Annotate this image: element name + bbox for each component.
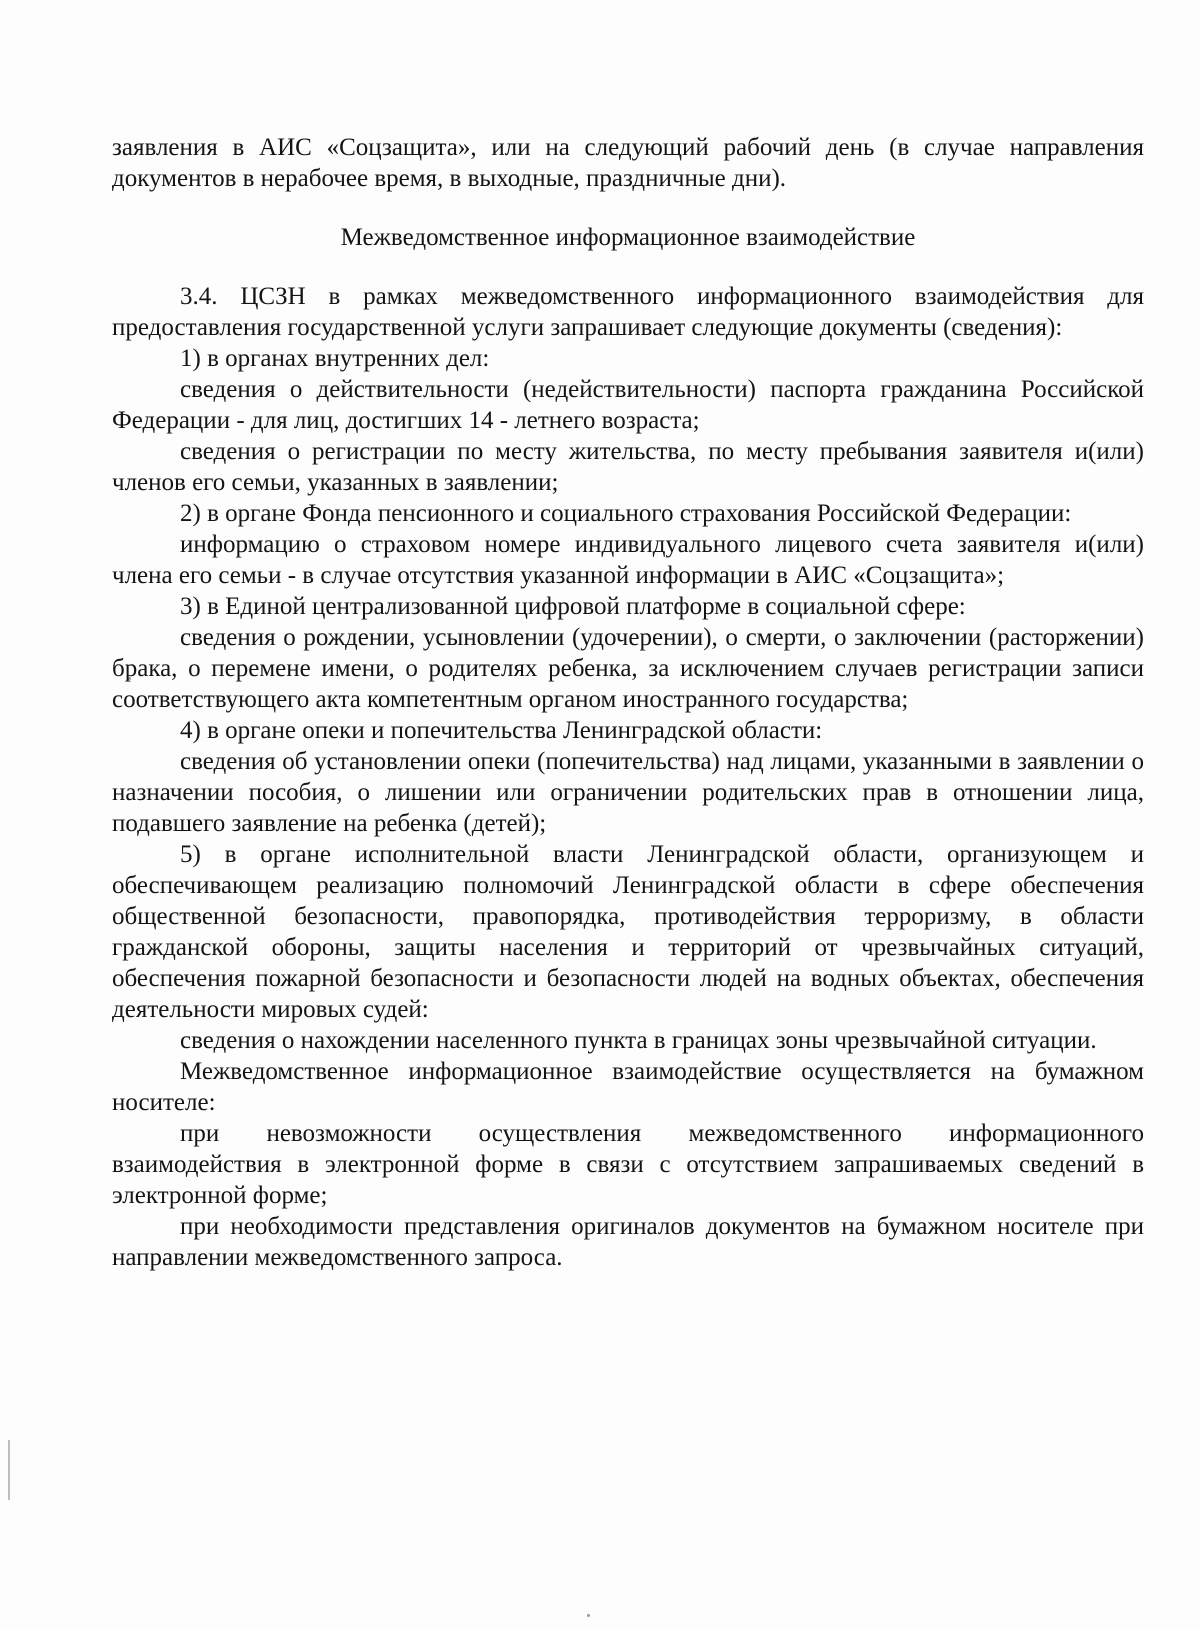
paper-condition-2: при необходимости представления оригиналов документов на бумажном носителе при направлении межведомственного запроса.: [112, 1213, 1144, 1271]
list-item-4: 4) в органе опеки и попечительства Ленинградской области:: [180, 717, 823, 744]
paragraph-3-4: 3.4. ЦСЗН в рамках межведомственного информационного взаимодействия для предоставления государственной услуги запрашивает следующие документы (сведения):: [112, 283, 1144, 341]
list-item-3-detail: сведения о рождении, усыновлении (удочерении), о смерти, о заключении (расторжении) брака, о перемене имени, о родителях ребенка, за исключением случаев регистрации записи соответствующего акта компетентным органом иностранного государства;: [112, 624, 1144, 713]
section-heading: Межведомственное информационное взаимодействие: [340, 224, 916, 251]
list-item-3: 3) в Единой централизованной цифровой платформе в социальной сфере:: [180, 593, 966, 620]
list-item-1-detail-registration: сведения о регистрации по месту жительства, по месту пребывания заявителя и(или) членов его семьи, указанных в заявлении;: [112, 438, 1144, 496]
list-item-4-detail: сведения об установлении опеки (попечительства) над лицами, указанными в заявлении о назначении пособия, о лишении или ограничении родительских прав в отношении лица, подавшего заявление на ребенка (детей);: [112, 748, 1144, 837]
list-item-1-detail-passport: сведения о действительности (недействительности) паспорта гражданина Российской Федерации - для лиц, достигших 14 - летнего возраста;: [112, 376, 1144, 434]
list-item-1: 1) в органах внутренних дел:: [180, 345, 490, 372]
paper-condition-1: при невозможности осуществления межведомственного информационного взаимодействия в электронной форме в связи с отсутствием запрашиваемых сведений в электронной форме;: [112, 1120, 1144, 1209]
document-body: [112, 132, 1144, 1273]
list-item-2-detail: информацию о страховом номере индивидуального лицевого счета заявителя и(или) члена его семьи - в случае отсутствия указанной информации в АИС «Соцзащита»;: [112, 531, 1144, 589]
paper-interaction-paragraph: Межведомственное информационное взаимодействие осуществляется на бумажном носителе:: [112, 1058, 1144, 1116]
paragraph-continuation: заявления в АИС «Соцзащита», или на следующий рабочий день (в случае направления документов в нерабочее время, в выходные, праздничные дни).: [112, 134, 1144, 192]
scan-edge-mark: [8, 1440, 10, 1500]
scan-speck: [587, 1614, 590, 1617]
list-item-5-detail: сведения о нахождении населенного пункта в границах зоны чрезвычайной ситуации.: [180, 1027, 1097, 1054]
list-item-2: 2) в органе Фонда пенсионного и социального страхования Российской Федерации:: [180, 500, 1072, 527]
list-item-5: 5) в органе исполнительной власти Ленинградской области, организующем и обеспечивающем реализацию полномочий Ленинградской области в сфере обеспечения общественной безопасности, правопорядка, противодействия терроризму, в области гражданской обороны, защиты населения и территорий от чрезвычайных ситуаций, обеспечения пожарной безопасности и безопасности людей на водных объектах, обеспечения деятельности мировых судей:: [112, 841, 1144, 1023]
